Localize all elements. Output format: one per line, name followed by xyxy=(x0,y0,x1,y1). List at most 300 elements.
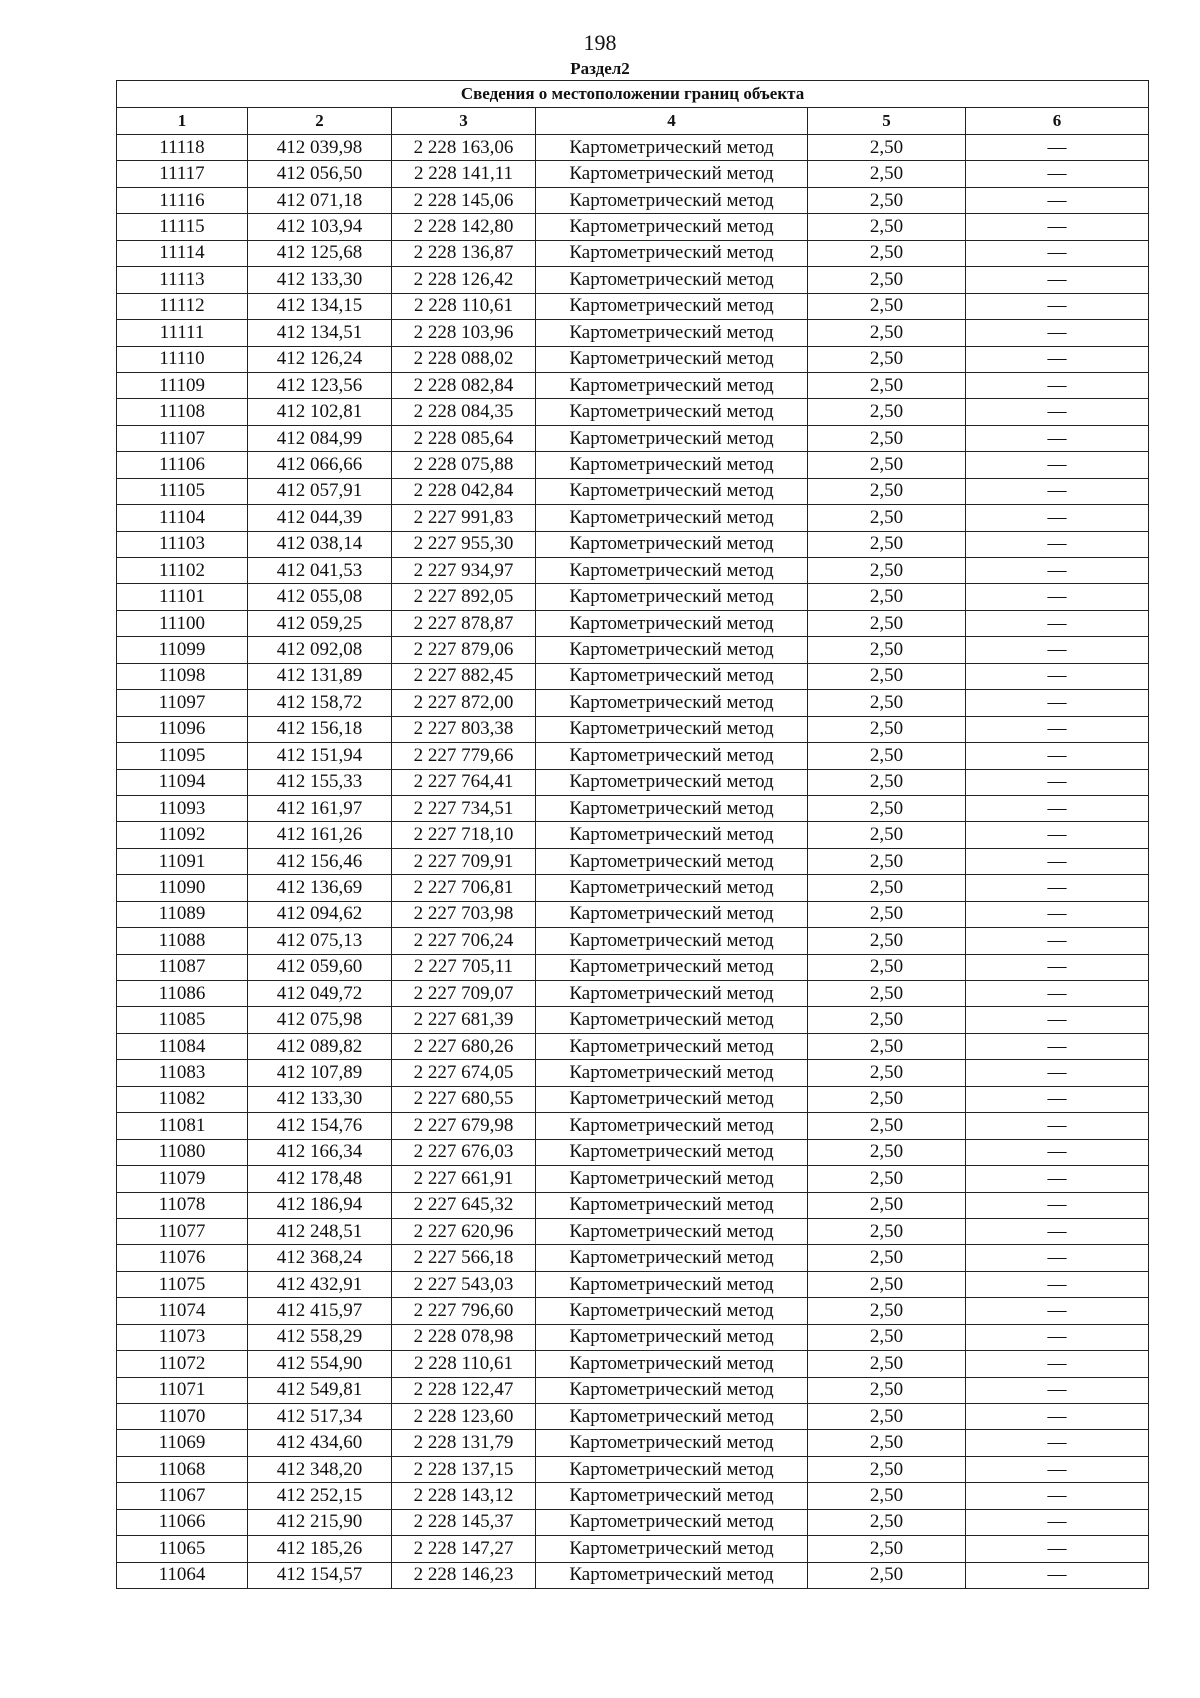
description-cell: — xyxy=(966,981,1149,1007)
x-coordinate-cell: 412 166,34 xyxy=(248,1139,392,1165)
point-number-cell: 11104 xyxy=(117,505,248,531)
y-coordinate-cell: 2 227 803,38 xyxy=(392,716,536,742)
accuracy-cell: 2,50 xyxy=(808,135,966,161)
x-coordinate-cell: 412 161,97 xyxy=(248,795,392,821)
point-number-cell: 11082 xyxy=(117,1086,248,1112)
y-coordinate-cell: 2 228 136,87 xyxy=(392,240,536,266)
x-coordinate-cell: 412 094,62 xyxy=(248,901,392,927)
accuracy-cell: 2,50 xyxy=(808,161,966,187)
y-coordinate-cell: 2 227 779,66 xyxy=(392,743,536,769)
table-row xyxy=(117,1377,1149,1403)
point-number-cell: 11064 xyxy=(117,1562,248,1588)
y-coordinate-cell: 2 227 718,10 xyxy=(392,822,536,848)
accuracy-cell: 2,50 xyxy=(808,584,966,610)
point-number-cell: 11080 xyxy=(117,1139,248,1165)
x-coordinate-cell: 412 348,20 xyxy=(248,1456,392,1482)
column-number-2: 2 xyxy=(248,108,392,135)
description-cell: — xyxy=(966,1192,1149,1218)
accuracy-cell: 2,50 xyxy=(808,663,966,689)
y-coordinate-cell: 2 227 734,51 xyxy=(392,795,536,821)
description-cell: — xyxy=(966,399,1149,425)
method-cell: Картометрический метод xyxy=(536,161,808,187)
table-row xyxy=(117,320,1149,346)
table-row xyxy=(117,1007,1149,1033)
y-coordinate-cell: 2 227 703,98 xyxy=(392,901,536,927)
point-number-cell: 11091 xyxy=(117,848,248,874)
x-coordinate-cell: 412 102,81 xyxy=(248,399,392,425)
y-coordinate-cell: 2 228 110,61 xyxy=(392,293,536,319)
x-coordinate-cell: 412 554,90 xyxy=(248,1351,392,1377)
x-coordinate-cell: 412 156,18 xyxy=(248,716,392,742)
x-coordinate-cell: 412 248,51 xyxy=(248,1218,392,1244)
method-cell: Картометрический метод xyxy=(536,584,808,610)
description-cell: — xyxy=(966,848,1149,874)
method-cell: Картометрический метод xyxy=(536,1509,808,1535)
accuracy-cell: 2,50 xyxy=(808,637,966,663)
table-row xyxy=(117,1324,1149,1350)
point-number-cell: 11076 xyxy=(117,1245,248,1271)
x-coordinate-cell: 412 092,08 xyxy=(248,637,392,663)
point-number-cell: 11071 xyxy=(117,1377,248,1403)
description-cell: — xyxy=(966,478,1149,504)
method-cell: Картометрический метод xyxy=(536,1166,808,1192)
y-coordinate-cell: 2 228 123,60 xyxy=(392,1404,536,1430)
accuracy-cell: 2,50 xyxy=(808,1298,966,1324)
description-cell: — xyxy=(966,1562,1149,1588)
method-cell: Картометрический метод xyxy=(536,1456,808,1482)
point-number-cell: 11092 xyxy=(117,822,248,848)
description-cell: — xyxy=(966,1245,1149,1271)
y-coordinate-cell: 2 227 934,97 xyxy=(392,558,536,584)
accuracy-cell: 2,50 xyxy=(808,1218,966,1244)
x-coordinate-cell: 412 125,68 xyxy=(248,240,392,266)
y-coordinate-cell: 2 227 679,98 xyxy=(392,1113,536,1139)
method-cell: Картометрический метод xyxy=(536,372,808,398)
point-number-cell: 11116 xyxy=(117,187,248,213)
accuracy-cell: 2,50 xyxy=(808,187,966,213)
description-cell: — xyxy=(966,1113,1149,1139)
point-number-cell: 11070 xyxy=(117,1404,248,1430)
accuracy-cell: 2,50 xyxy=(808,1456,966,1482)
y-coordinate-cell: 2 227 676,03 xyxy=(392,1139,536,1165)
method-cell: Картометрический метод xyxy=(536,267,808,293)
table-row xyxy=(117,928,1149,954)
x-coordinate-cell: 412 071,18 xyxy=(248,187,392,213)
y-coordinate-cell: 2 227 681,39 xyxy=(392,1007,536,1033)
point-number-cell: 11114 xyxy=(117,240,248,266)
accuracy-cell: 2,50 xyxy=(808,505,966,531)
point-number-cell: 11110 xyxy=(117,346,248,372)
x-coordinate-cell: 412 056,50 xyxy=(248,161,392,187)
y-coordinate-cell: 2 228 147,27 xyxy=(392,1536,536,1562)
point-number-cell: 11095 xyxy=(117,743,248,769)
method-cell: Картометрический метод xyxy=(536,505,808,531)
y-coordinate-cell: 2 228 141,11 xyxy=(392,161,536,187)
description-cell: — xyxy=(966,346,1149,372)
x-coordinate-cell: 412 123,56 xyxy=(248,372,392,398)
accuracy-cell: 2,50 xyxy=(808,1192,966,1218)
accuracy-cell: 2,50 xyxy=(808,267,966,293)
column-number-row xyxy=(117,108,1149,135)
description-cell: — xyxy=(966,1033,1149,1059)
table-row xyxy=(117,584,1149,610)
page-number: 198 xyxy=(583,30,617,55)
y-coordinate-cell: 2 227 991,83 xyxy=(392,505,536,531)
table-row xyxy=(117,1404,1149,1430)
table-row xyxy=(117,1351,1149,1377)
accuracy-cell: 2,50 xyxy=(808,1324,966,1350)
method-cell: Картометрический метод xyxy=(536,743,808,769)
method-cell: Картометрический метод xyxy=(536,1218,808,1244)
accuracy-cell: 2,50 xyxy=(808,1377,966,1403)
point-number-cell: 11107 xyxy=(117,425,248,451)
method-cell: Картометрический метод xyxy=(536,1298,808,1324)
accuracy-cell: 2,50 xyxy=(808,795,966,821)
description-cell: — xyxy=(966,1430,1149,1456)
y-coordinate-cell: 2 228 143,12 xyxy=(392,1483,536,1509)
y-coordinate-cell: 2 227 796,60 xyxy=(392,1298,536,1324)
point-number-cell: 11072 xyxy=(117,1351,248,1377)
description-cell: — xyxy=(966,1351,1149,1377)
table-row xyxy=(117,690,1149,716)
method-cell: Картометрический метод xyxy=(536,320,808,346)
table-row xyxy=(117,531,1149,557)
accuracy-cell: 2,50 xyxy=(808,1536,966,1562)
accuracy-cell: 2,50 xyxy=(808,901,966,927)
method-cell: Картометрический метод xyxy=(536,214,808,240)
method-cell: Картометрический метод xyxy=(536,1007,808,1033)
x-coordinate-cell: 412 215,90 xyxy=(248,1509,392,1535)
method-cell: Картометрический метод xyxy=(536,1060,808,1086)
method-cell: Картометрический метод xyxy=(536,1245,808,1271)
column-number-4: 4 xyxy=(536,108,808,135)
accuracy-cell: 2,50 xyxy=(808,1166,966,1192)
method-cell: Картометрический метод xyxy=(536,187,808,213)
method-cell: Картометрический метод xyxy=(536,399,808,425)
accuracy-cell: 2,50 xyxy=(808,743,966,769)
y-coordinate-cell: 2 227 661,91 xyxy=(392,1166,536,1192)
accuracy-cell: 2,50 xyxy=(808,1271,966,1297)
y-coordinate-cell: 2 227 879,06 xyxy=(392,637,536,663)
x-coordinate-cell: 412 075,13 xyxy=(248,928,392,954)
x-coordinate-cell: 412 415,97 xyxy=(248,1298,392,1324)
x-coordinate-cell: 412 055,08 xyxy=(248,584,392,610)
point-number-cell: 11115 xyxy=(117,214,248,240)
accuracy-cell: 2,50 xyxy=(808,1033,966,1059)
method-cell: Картометрический метод xyxy=(536,637,808,663)
x-coordinate-cell: 412 038,14 xyxy=(248,531,392,557)
method-cell: Картометрический метод xyxy=(536,1351,808,1377)
table-row xyxy=(117,505,1149,531)
description-cell: — xyxy=(966,584,1149,610)
description-cell: — xyxy=(966,187,1149,213)
x-coordinate-cell: 412 368,24 xyxy=(248,1245,392,1271)
x-coordinate-cell: 412 134,15 xyxy=(248,293,392,319)
description-cell: — xyxy=(966,452,1149,478)
y-coordinate-cell: 2 228 110,61 xyxy=(392,1351,536,1377)
accuracy-cell: 2,50 xyxy=(808,1351,966,1377)
method-cell: Картометрический метод xyxy=(536,1536,808,1562)
x-coordinate-cell: 412 041,53 xyxy=(248,558,392,584)
description-cell: — xyxy=(966,690,1149,716)
accuracy-cell: 2,50 xyxy=(808,320,966,346)
table-row xyxy=(117,716,1149,742)
y-coordinate-cell: 2 227 892,05 xyxy=(392,584,536,610)
table-row xyxy=(117,795,1149,821)
accuracy-cell: 2,50 xyxy=(808,452,966,478)
x-coordinate-cell: 412 084,99 xyxy=(248,425,392,451)
description-cell: — xyxy=(966,1404,1149,1430)
method-cell: Картометрический метод xyxy=(536,1377,808,1403)
description-cell: — xyxy=(966,954,1149,980)
point-number-cell: 11077 xyxy=(117,1218,248,1244)
y-coordinate-cell: 2 227 566,18 xyxy=(392,1245,536,1271)
accuracy-cell: 2,50 xyxy=(808,558,966,584)
point-number-cell: 11067 xyxy=(117,1483,248,1509)
point-number-cell: 11100 xyxy=(117,610,248,636)
y-coordinate-cell: 2 227 706,24 xyxy=(392,928,536,954)
accuracy-cell: 2,50 xyxy=(808,1086,966,1112)
method-cell: Картометрический метод xyxy=(536,1033,808,1059)
description-cell: — xyxy=(966,558,1149,584)
y-coordinate-cell: 2 227 543,03 xyxy=(392,1271,536,1297)
x-coordinate-cell: 412 154,57 xyxy=(248,1562,392,1588)
point-number-cell: 11112 xyxy=(117,293,248,319)
description-cell: — xyxy=(966,240,1149,266)
point-number-cell: 11103 xyxy=(117,531,248,557)
point-number-cell: 11069 xyxy=(117,1430,248,1456)
table-row xyxy=(117,1086,1149,1112)
description-cell: — xyxy=(966,1218,1149,1244)
x-coordinate-cell: 412 049,72 xyxy=(248,981,392,1007)
accuracy-cell: 2,50 xyxy=(808,1113,966,1139)
description-cell: — xyxy=(966,1166,1149,1192)
description-cell: — xyxy=(966,875,1149,901)
table-row xyxy=(117,135,1149,161)
x-coordinate-cell: 412 131,89 xyxy=(248,663,392,689)
table-row xyxy=(117,240,1149,266)
y-coordinate-cell: 2 227 620,96 xyxy=(392,1218,536,1244)
table-row xyxy=(117,1245,1149,1271)
table-row xyxy=(117,901,1149,927)
column-number-1: 1 xyxy=(117,108,248,135)
table-row xyxy=(117,1139,1149,1165)
y-coordinate-cell: 2 228 088,02 xyxy=(392,346,536,372)
description-cell: — xyxy=(966,1324,1149,1350)
y-coordinate-cell: 2 228 085,64 xyxy=(392,425,536,451)
table-row xyxy=(117,1536,1149,1562)
y-coordinate-cell: 2 227 680,26 xyxy=(392,1033,536,1059)
x-coordinate-cell: 412 151,94 xyxy=(248,743,392,769)
description-cell: — xyxy=(966,214,1149,240)
x-coordinate-cell: 412 107,89 xyxy=(248,1060,392,1086)
table-row xyxy=(117,769,1149,795)
table-row xyxy=(117,478,1149,504)
point-number-cell: 11084 xyxy=(117,1033,248,1059)
point-number-cell: 11090 xyxy=(117,875,248,901)
y-coordinate-cell: 2 228 145,06 xyxy=(392,187,536,213)
point-number-cell: 11113 xyxy=(117,267,248,293)
x-coordinate-cell: 412 126,24 xyxy=(248,346,392,372)
table-row xyxy=(117,161,1149,187)
method-cell: Картометрический метод xyxy=(536,716,808,742)
x-coordinate-cell: 412 558,29 xyxy=(248,1324,392,1350)
accuracy-cell: 2,50 xyxy=(808,1007,966,1033)
description-cell: — xyxy=(966,769,1149,795)
method-cell: Картометрический метод xyxy=(536,1562,808,1588)
table-caption-row xyxy=(117,81,1149,108)
y-coordinate-cell: 2 228 075,88 xyxy=(392,452,536,478)
description-cell: — xyxy=(966,161,1149,187)
description-cell: — xyxy=(966,135,1149,161)
point-number-cell: 11094 xyxy=(117,769,248,795)
method-cell: Картометрический метод xyxy=(536,610,808,636)
y-coordinate-cell: 2 227 882,45 xyxy=(392,663,536,689)
x-coordinate-cell: 412 252,15 xyxy=(248,1483,392,1509)
x-coordinate-cell: 412 549,81 xyxy=(248,1377,392,1403)
method-cell: Картометрический метод xyxy=(536,1086,808,1112)
method-cell: Картометрический метод xyxy=(536,1139,808,1165)
method-cell: Картометрический метод xyxy=(536,135,808,161)
table-row xyxy=(117,610,1149,636)
table-row xyxy=(117,267,1149,293)
y-coordinate-cell: 2 228 082,84 xyxy=(392,372,536,398)
accuracy-cell: 2,50 xyxy=(808,346,966,372)
accuracy-cell: 2,50 xyxy=(808,1404,966,1430)
table-row xyxy=(117,1033,1149,1059)
accuracy-cell: 2,50 xyxy=(808,875,966,901)
point-number-cell: 11109 xyxy=(117,372,248,398)
accuracy-cell: 2,50 xyxy=(808,478,966,504)
method-cell: Картометрический метод xyxy=(536,875,808,901)
table-row xyxy=(117,1430,1149,1456)
accuracy-cell: 2,50 xyxy=(808,1430,966,1456)
table-row xyxy=(117,1456,1149,1482)
x-coordinate-cell: 412 186,94 xyxy=(248,1192,392,1218)
point-number-cell: 11105 xyxy=(117,478,248,504)
point-number-cell: 11096 xyxy=(117,716,248,742)
table-row xyxy=(117,1113,1149,1139)
table-row xyxy=(117,372,1149,398)
description-cell: — xyxy=(966,1298,1149,1324)
point-number-cell: 11066 xyxy=(117,1509,248,1535)
description-cell: — xyxy=(966,531,1149,557)
method-cell: Картометрический метод xyxy=(536,901,808,927)
x-coordinate-cell: 412 133,30 xyxy=(248,1086,392,1112)
table-row xyxy=(117,558,1149,584)
accuracy-cell: 2,50 xyxy=(808,716,966,742)
description-cell: — xyxy=(966,1536,1149,1562)
method-cell: Картометрический метод xyxy=(536,293,808,319)
x-coordinate-cell: 412 155,33 xyxy=(248,769,392,795)
y-coordinate-cell: 2 228 078,98 xyxy=(392,1324,536,1350)
table-row xyxy=(117,1060,1149,1086)
accuracy-cell: 2,50 xyxy=(808,293,966,319)
method-cell: Картометрический метод xyxy=(536,346,808,372)
point-number-cell: 11093 xyxy=(117,795,248,821)
y-coordinate-cell: 2 228 126,42 xyxy=(392,267,536,293)
table-row xyxy=(117,1298,1149,1324)
description-cell: — xyxy=(966,1271,1149,1297)
table-row xyxy=(117,399,1149,425)
x-coordinate-cell: 412 059,25 xyxy=(248,610,392,636)
point-number-cell: 11102 xyxy=(117,558,248,584)
x-coordinate-cell: 412 161,26 xyxy=(248,822,392,848)
method-cell: Картометрический метод xyxy=(536,848,808,874)
x-coordinate-cell: 412 178,48 xyxy=(248,1166,392,1192)
x-coordinate-cell: 412 517,34 xyxy=(248,1404,392,1430)
accuracy-cell: 2,50 xyxy=(808,769,966,795)
description-cell: — xyxy=(966,822,1149,848)
description-cell: — xyxy=(966,1060,1149,1086)
method-cell: Картометрический метод xyxy=(536,1113,808,1139)
description-cell: — xyxy=(966,1086,1149,1112)
method-cell: Картометрический метод xyxy=(536,452,808,478)
method-cell: Картометрический метод xyxy=(536,1192,808,1218)
y-coordinate-cell: 2 228 131,79 xyxy=(392,1430,536,1456)
point-number-cell: 11081 xyxy=(117,1113,248,1139)
point-number-cell: 11065 xyxy=(117,1536,248,1562)
table-row xyxy=(117,187,1149,213)
accuracy-cell: 2,50 xyxy=(808,610,966,636)
table-row xyxy=(117,1483,1149,1509)
y-coordinate-cell: 2 227 872,00 xyxy=(392,690,536,716)
table-caption: Сведения о местоположении границ объекта xyxy=(117,81,1149,108)
point-number-cell: 11089 xyxy=(117,901,248,927)
method-cell: Картометрический метод xyxy=(536,981,808,1007)
method-cell: Картометрический метод xyxy=(536,558,808,584)
y-coordinate-cell: 2 228 145,37 xyxy=(392,1509,536,1535)
section-title: Раздел2 xyxy=(570,59,630,78)
method-cell: Картометрический метод xyxy=(536,795,808,821)
description-cell: — xyxy=(966,663,1149,689)
table-row xyxy=(117,1509,1149,1535)
point-number-cell: 11111 xyxy=(117,320,248,346)
y-coordinate-cell: 2 227 680,55 xyxy=(392,1086,536,1112)
point-number-cell: 11118 xyxy=(117,135,248,161)
point-number-cell: 11083 xyxy=(117,1060,248,1086)
method-cell: Картометрический метод xyxy=(536,425,808,451)
point-number-cell: 11101 xyxy=(117,584,248,610)
method-cell: Картометрический метод xyxy=(536,690,808,716)
y-coordinate-cell: 2 227 674,05 xyxy=(392,1060,536,1086)
column-number-3: 3 xyxy=(392,108,536,135)
point-number-cell: 11098 xyxy=(117,663,248,689)
column-number-5: 5 xyxy=(808,108,966,135)
method-cell: Картометрический метод xyxy=(536,1271,808,1297)
method-cell: Картометрический метод xyxy=(536,478,808,504)
accuracy-cell: 2,50 xyxy=(808,1060,966,1086)
accuracy-cell: 2,50 xyxy=(808,1562,966,1588)
y-coordinate-cell: 2 228 163,06 xyxy=(392,135,536,161)
description-cell: — xyxy=(966,505,1149,531)
description-cell: — xyxy=(966,795,1149,821)
accuracy-cell: 2,50 xyxy=(808,822,966,848)
description-cell: — xyxy=(966,267,1149,293)
table-row xyxy=(117,954,1149,980)
method-cell: Картометрический метод xyxy=(536,1324,808,1350)
table-row xyxy=(117,981,1149,1007)
description-cell: — xyxy=(966,743,1149,769)
accuracy-cell: 2,50 xyxy=(808,214,966,240)
y-coordinate-cell: 2 227 709,07 xyxy=(392,981,536,1007)
y-coordinate-cell: 2 227 645,32 xyxy=(392,1192,536,1218)
accuracy-cell: 2,50 xyxy=(808,928,966,954)
y-coordinate-cell: 2 228 103,96 xyxy=(392,320,536,346)
table-row xyxy=(117,346,1149,372)
description-cell: — xyxy=(966,928,1149,954)
description-cell: — xyxy=(966,716,1149,742)
